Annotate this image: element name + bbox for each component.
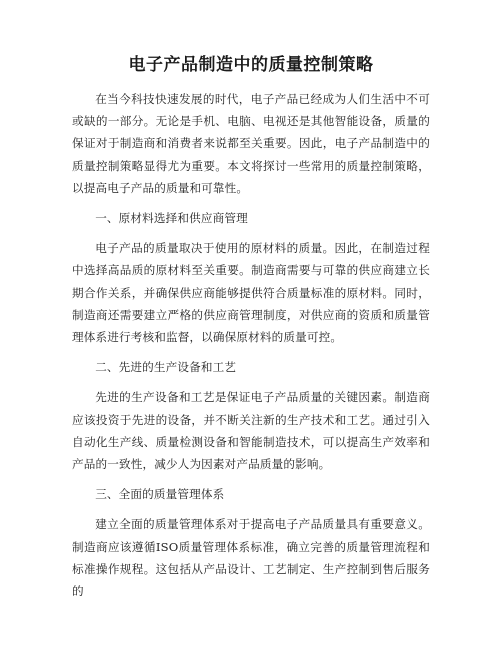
section-heading-3: 三、全面的质量管理体系 [95, 487, 225, 502]
section-heading-1: 一、原材料选择和供应商管理 [95, 211, 248, 226]
section-body-1: 电子产品的质量取决于使用的原材料的质量。因此，在制造过程中选择高品质的原材料至关重要。制造商需要与可靠的供应商建立长期合作关系，并确保供应商能够提供符合质量标准的原材料。同时，制造商还需要建立严格的供应商管理制度，对供应商的资质和质量管理体系进行考核和监督，以确保原材料的质量可控。 [72, 241, 430, 345]
document-title: 电子产品制造中的质量控制策略 [128, 55, 374, 75]
section-body-2: 先进的生产设备和工艺是保证电子产品质量的关键因素。制造商应该投资于先进的设备，并不断关注新的生产技术和工艺。通过引入自动化生产线、质量检测设备和智能制造技术，可以提高生产效率和产品的一致性，减少人为因素对产品质量的影响。 [72, 390, 430, 472]
intro-paragraph: 在当今科技快速发展的时代，电子产品已经成为人们生活中不可或缺的一部分。无论是手机、电脑、电视还是其他智能设备，质量的保证对于制造商和消费者来说都至关重要。因此，电子产品制造中的质量控制策略显得尤为重要。本文将探讨一些常用的质量控制策略，以提高电子产品的质量和可靠性。 [72, 92, 430, 195]
section-body-3: 建立全面的质量管理体系对于提高电子产品质量具有重要意义。制造商应该遵循ISO质量管理体系标准，确立完善的质量管理流程和标准操作规程。这包括从产品设计、工艺制定、生产控制到售后服务的 [72, 517, 430, 599]
section-heading-2: 二、先进的生产设备和工艺 [95, 360, 237, 375]
